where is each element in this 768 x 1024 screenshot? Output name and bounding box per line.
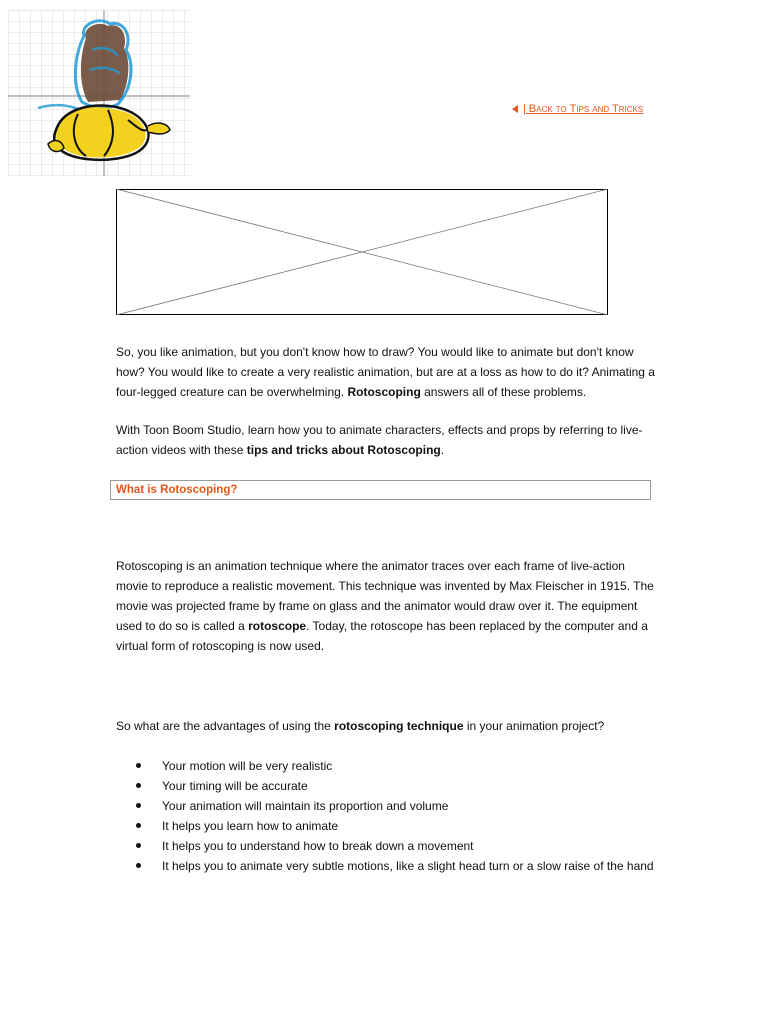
section-title: What is Rotoscoping? — [116, 484, 238, 496]
back-arrow-icon — [512, 105, 518, 113]
list-item — [116, 816, 656, 836]
intro-text: So, you like animation, but you don't know how to draw? You would like to animate but don't know how? You would like to create a very realistic animation, but are at a loss as how to do it? Animating a four-legged creature can be overwhelming. — [116, 345, 655, 399]
question-bold: rotoscoping technique — [334, 719, 464, 733]
definition-text-end: . Today, the rotoscope has been replaced by the computer and a virtual form of rotoscoping is now used. — [116, 619, 648, 653]
bullet-icon — [136, 763, 141, 768]
intro-paragraph-1 — [116, 342, 656, 402]
list-item — [116, 836, 656, 856]
header-illustration — [8, 10, 190, 176]
definition-text: Rotoscoping is an animation technique where the animator traces over each frame of live-action movie to reproduce a realistic movement. This technique was invented by Max Fleischer in 1915. The movie was projected frame by frame on glass and the animator would draw over it. The equipment used to do so is called a — [116, 559, 654, 633]
list-item-text: Your animation will maintain its proportion and volume — [162, 799, 449, 813]
definition-paragraph — [116, 556, 656, 656]
list-item-text: It helps you to understand how to break down a movement — [162, 839, 474, 853]
section-header-box — [110, 480, 651, 500]
list-item — [116, 796, 656, 816]
intro2-bold: tips and tricks about Rotoscoping — [246, 443, 441, 457]
intro-text-end: answers all of these problems. — [420, 385, 587, 399]
question-text: So what are the advantages of using the — [116, 719, 335, 733]
bullet-icon — [136, 803, 141, 808]
bullet-icon — [136, 863, 141, 868]
back-to-tips-link[interactable] — [512, 103, 643, 115]
list-item-text: It helps you learn how to animate — [162, 819, 339, 833]
broken-image-icon — [116, 189, 608, 315]
advantages-list — [116, 756, 656, 876]
bullet-icon — [136, 823, 141, 828]
list-item-text: Your motion will be very realistic — [162, 759, 333, 773]
list-item-text: Your timing will be accurate — [162, 779, 308, 793]
list-item — [116, 756, 656, 776]
bullet-icon — [136, 783, 141, 788]
list-item — [116, 856, 656, 876]
rotoscope-character-image — [8, 10, 190, 176]
list-item-text: It helps you to animate very subtle motions, like a slight head turn or a slow raise of the hand — [162, 859, 654, 873]
list-item — [116, 776, 656, 796]
advantages-question — [116, 716, 656, 736]
intro-paragraph-2 — [116, 420, 656, 460]
intro2-period: . — [440, 443, 445, 457]
back-link-label: | Back to Tips and Tricks — [523, 103, 644, 115]
intro-bold-rotoscoping: Rotoscoping — [347, 385, 421, 399]
question-text-end: in your animation project? — [463, 719, 605, 733]
definition-bold-rotoscope: rotoscope — [248, 619, 307, 633]
image-placeholder — [116, 189, 608, 315]
bullet-icon — [136, 843, 141, 848]
intro2-text: With Toon Boom Studio, learn how you to animate characters, effects and props by referring to live-action videos with these — [116, 423, 643, 457]
